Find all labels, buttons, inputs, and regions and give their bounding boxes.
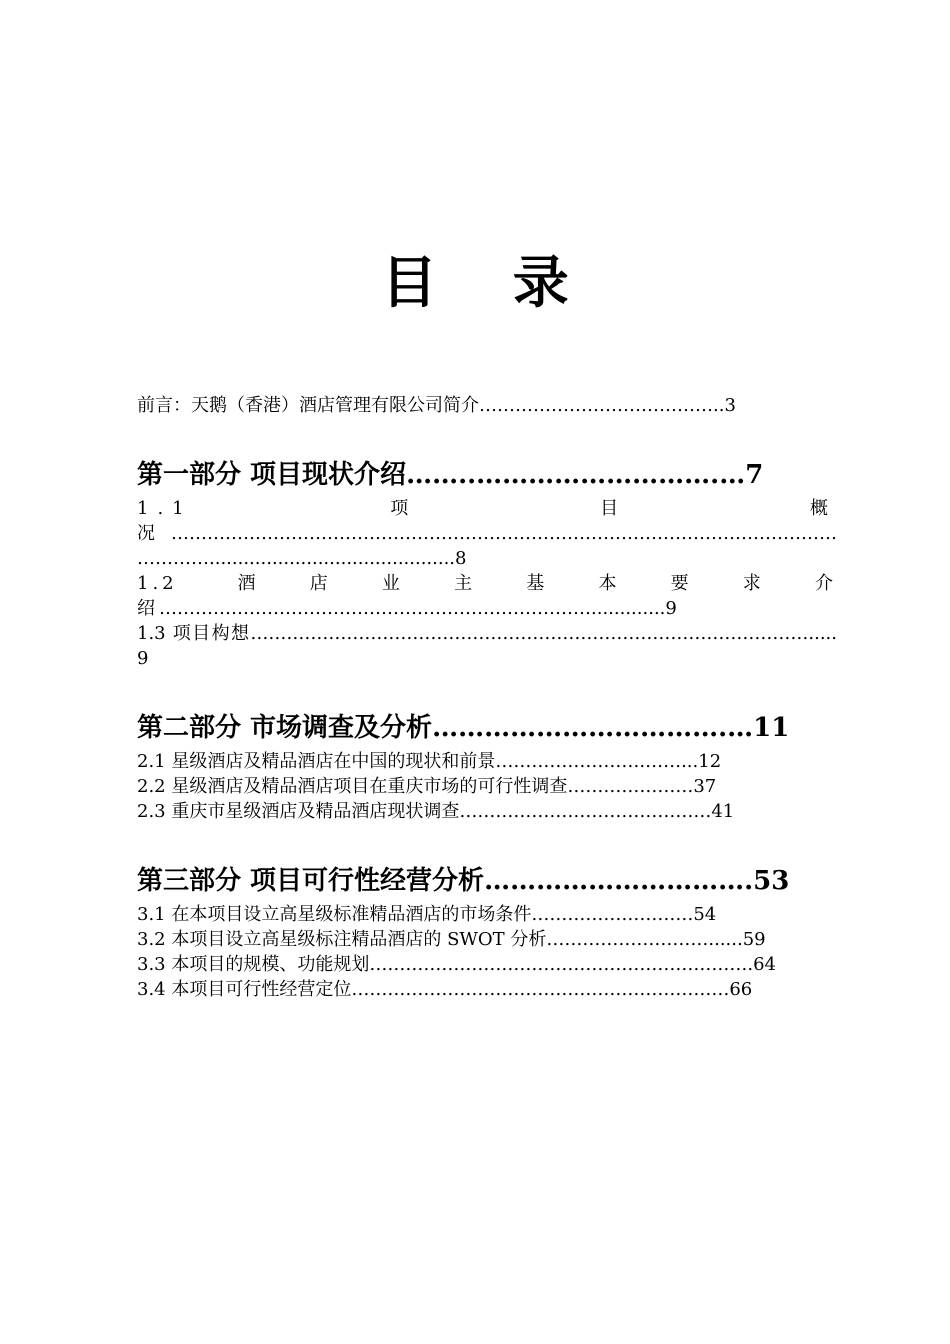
spacer bbox=[137, 824, 837, 864]
toc-leader-dots: …………………………….… bbox=[432, 713, 754, 743]
toc-part-1-heading[interactable] bbox=[137, 458, 837, 492]
toc-entry-title: 2.2 星级酒店及精品酒店项目在重庆市场的可行性调查 bbox=[137, 776, 568, 797]
toc-part-title: 第三部分 项目可行性经营分析 bbox=[137, 866, 485, 896]
spacer bbox=[137, 671, 837, 711]
toc-entry-2-1[interactable] bbox=[137, 749, 837, 774]
toc-part-title: 第二部分 市场调查及分析 bbox=[137, 713, 433, 743]
toc-page-number: 64 bbox=[753, 954, 776, 975]
toc-part-2-heading[interactable] bbox=[137, 711, 837, 745]
toc-entry-preface[interactable] bbox=[137, 393, 837, 418]
toc-page-number: 66 bbox=[729, 979, 753, 1000]
toc-page-number: 53 bbox=[753, 866, 790, 896]
toc-entry-title: 3.4 本项目可行性经营定位 bbox=[137, 979, 352, 1000]
toc-entry-title: 1.2 酒店业主基本要求介绍 bbox=[137, 573, 837, 619]
toc-part-3-heading[interactable] bbox=[137, 864, 837, 898]
toc-entry-1-3[interactable] bbox=[137, 621, 837, 671]
toc-leader-dots: ………………… bbox=[567, 776, 694, 797]
toc-leader-dots: ………………………………………………………………............. bbox=[159, 598, 666, 619]
toc-leader-dots: ……………………………………………………………………………………………………………........................................... bbox=[137, 523, 837, 569]
toc-page-number: 41 bbox=[711, 801, 735, 822]
toc-page-number: 11 bbox=[753, 713, 790, 743]
table-of-contents bbox=[137, 393, 837, 1002]
toc-leader-dots: …………………………………… bbox=[459, 801, 712, 822]
toc-leader-dots: ……………………… bbox=[531, 904, 694, 925]
toc-page-number: 8 bbox=[455, 548, 467, 569]
toc-entry-title: 1.3 项目构想 bbox=[137, 623, 251, 644]
toc-entry-3-1[interactable] bbox=[137, 902, 837, 927]
toc-page-number: 7 bbox=[745, 460, 764, 490]
spacer bbox=[137, 418, 837, 458]
toc-entry-3-4[interactable] bbox=[137, 977, 837, 1002]
toc-entry-title: 1.1 项目概况 bbox=[137, 498, 837, 544]
toc-entry-1-2[interactable] bbox=[137, 571, 837, 621]
toc-page-number: 9 bbox=[665, 598, 677, 619]
toc-entry-title: 3.3 本项目的规模、功能规划 bbox=[137, 954, 370, 975]
toc-page-number: 9 bbox=[137, 648, 149, 669]
toc-entry-3-3[interactable] bbox=[137, 952, 837, 977]
toc-leader-dots: ………………………………….. bbox=[479, 395, 725, 416]
toc-entry-2-3[interactable] bbox=[137, 799, 837, 824]
toc-part-title: 第一部分 项目现状介绍 bbox=[137, 460, 407, 490]
toc-leader-dots: …………………………………………………………………………………..... bbox=[250, 623, 837, 644]
toc-page-number: 54 bbox=[693, 904, 717, 925]
toc-entry-title: 3.2 本项目设立高星级标注精品酒店的 SWOT 分析 bbox=[137, 929, 547, 950]
toc-entry-title: 前言：天鹅（香港）酒店管理有限公司简介 bbox=[137, 395, 479, 416]
toc-entry-3-2[interactable] bbox=[137, 927, 837, 952]
toc-leader-dots: ……..……………………….… bbox=[406, 460, 746, 490]
toc-leader-dots: ………………………………………………………. bbox=[369, 954, 754, 975]
toc-page-number: 12 bbox=[698, 751, 722, 772]
toc-leader-dots: …………………….……... bbox=[495, 751, 699, 772]
toc-entry-2-2[interactable] bbox=[137, 774, 837, 799]
toc-page-number: 59 bbox=[742, 929, 766, 950]
toc-leader-dots: ……………………………………………………… bbox=[351, 979, 730, 1000]
toc-leader-dots: ………………………...... bbox=[546, 929, 743, 950]
toc-entry-title: 2.3 重庆市星级酒店及精品酒店现状调查 bbox=[137, 801, 460, 822]
toc-entry-1-1[interactable] bbox=[137, 496, 837, 571]
toc-leader-dots: …………………………. bbox=[484, 866, 754, 896]
toc-page-number: 37 bbox=[693, 776, 717, 797]
toc-entry-title: 2.1 星级酒店及精品酒店在中国的现状和前景 bbox=[137, 751, 496, 772]
toc-entry-title: 3.1 在本项目设立高星级标准精品酒店的市场条件 bbox=[137, 904, 532, 925]
page-title: 目 录 bbox=[381, 251, 597, 316]
toc-page-number: 3 bbox=[724, 395, 736, 416]
